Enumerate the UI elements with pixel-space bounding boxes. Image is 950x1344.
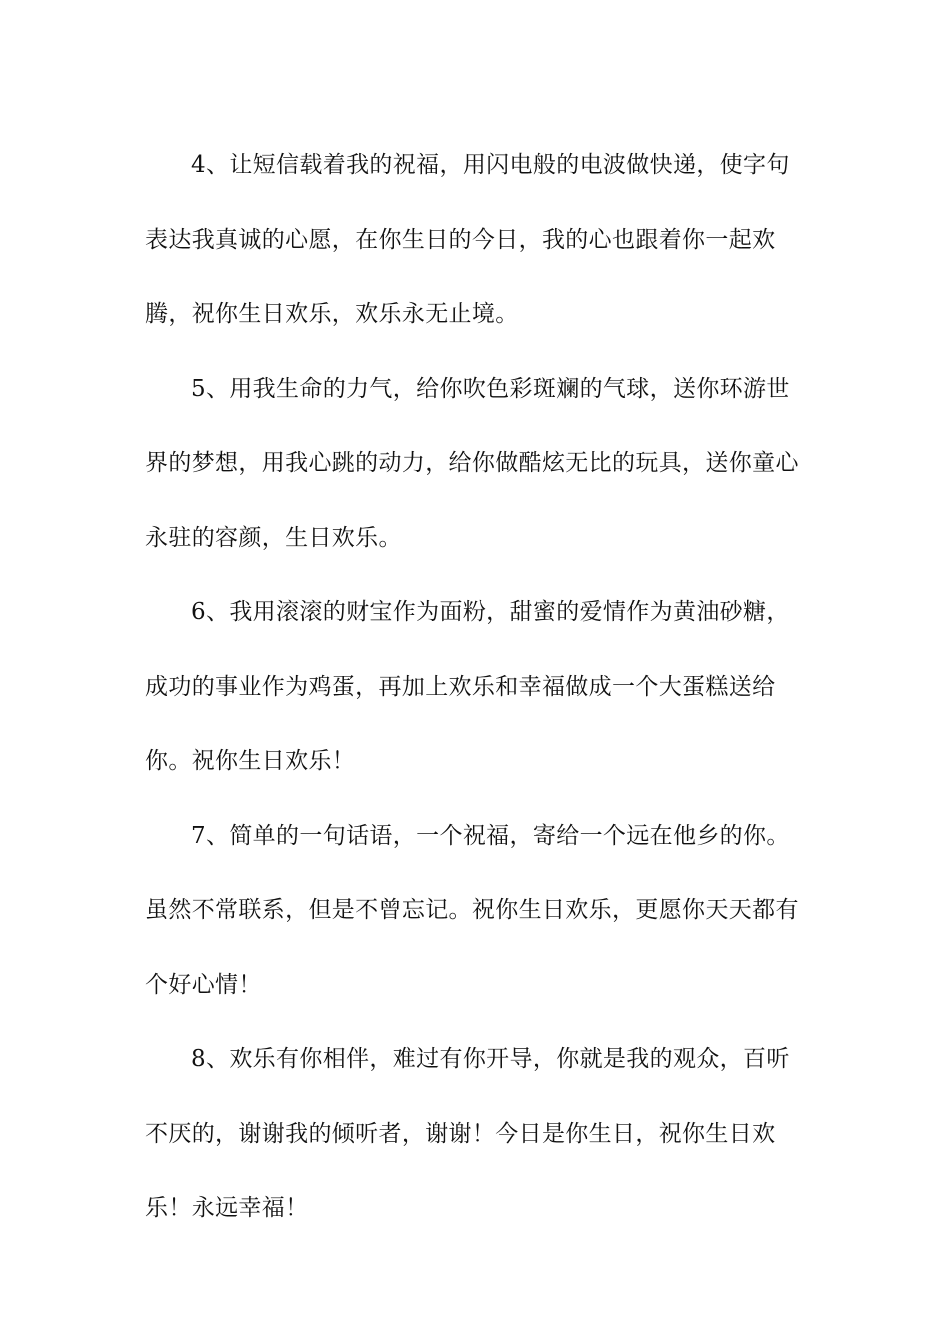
paragraph-7: 7、简单的一句话语，一个祝福，寄给一个远在他乡的你。虽然不常联系，但是不曾忘记。祝你生日欢乐，更愿你天天都有个好心情！ xyxy=(145,822,799,998)
document-body xyxy=(145,128,810,1246)
paragraph-4: 4、让短信载着我的祝福，用闪电般的电波做快递，使字句表达我真诚的心愿，在你生日的今日，我的心也跟着你一起欢腾，祝你生日欢乐，欢乐永无止境。 xyxy=(145,152,790,327)
paragraph-5: 5、用我生命的力气，给你吹色彩斑斓的气球，送你环游世界的梦想，用我心跳的动力，给你做酷炫无比的玩具，送你童心永驻的容颜，生日欢乐。 xyxy=(145,375,799,551)
paragraph-8: 8、欢乐有你相伴，难过有你开导，你就是我的观众，百听不厌的，谢谢我的倾听者，谢谢！今日是你生日，祝你生日欢乐！永远幸福！ xyxy=(145,1046,790,1221)
paragraph-6: 6、我用滚滚的财宝作为面粉，甜蜜的爱情作为黄油砂糖，成功的事业作为鸡蛋，再加上欢乐和幸福做成一个大蛋糕送给你。祝你生日欢乐！ xyxy=(145,599,790,774)
